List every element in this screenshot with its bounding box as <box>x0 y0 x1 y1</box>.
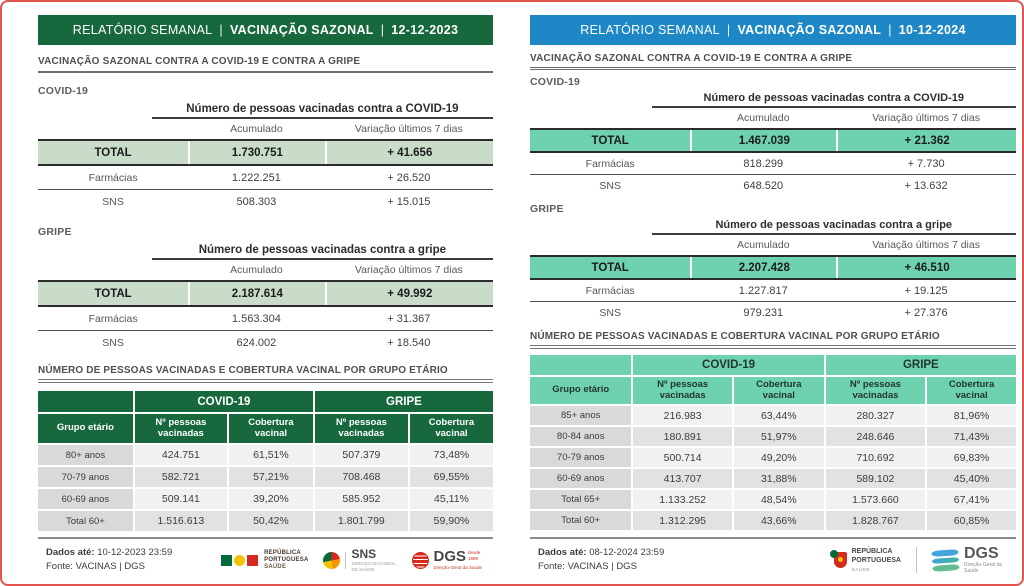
republica-portuguesa-logo <box>221 550 308 572</box>
report-header-bar <box>530 15 1016 45</box>
row-label: Farmácias <box>585 284 635 297</box>
acumulado-value: 1.563.304 <box>231 312 281 325</box>
report-subtitle: VACINAÇÃO SAZONAL CONTRA A COVID-19 E CONTRA A GRIPE <box>530 53 1016 70</box>
summary-row-total <box>38 280 493 307</box>
row-label: SNS <box>102 196 124 208</box>
dgs-subtitle: Direção-Geral da Saúde <box>433 565 483 571</box>
gripe-coverage-value: 45,11% <box>410 489 493 509</box>
row-label: TOTAL <box>591 261 629 274</box>
row-label: SNS <box>599 307 621 319</box>
age-group-label: 60-69 anos <box>530 469 631 488</box>
acumulado-value: 508.303 <box>236 196 277 208</box>
acumulado-value: 648.520 <box>743 180 784 192</box>
variacao-value: + 27.376 <box>904 307 948 319</box>
acumulado-value: 1.467.039 <box>690 130 836 151</box>
gripe-coverage-value: 71,43% <box>927 427 1016 446</box>
row-label: Farmácias <box>585 157 635 170</box>
header-separator: | <box>726 23 731 37</box>
age-coverage-table <box>38 391 493 531</box>
blank-header-cell <box>38 391 133 412</box>
report-type-label: RELATÓRIO SEMANAL <box>72 23 213 37</box>
acumulado-value: 1.222.251 <box>231 171 281 184</box>
acumulado-column-header: Acumulado <box>230 264 283 276</box>
gripe-vaccinated-value: 585.952 <box>315 489 408 509</box>
report-header-bar <box>38 15 493 45</box>
covid-table-title: Número de pessoas vacinadas contra a COVID-19 <box>152 99 493 119</box>
gripe-summary-table <box>530 235 1016 324</box>
summary-row-farmacias <box>530 280 1016 302</box>
age-coverage-section-title: NÚMERO DE PESSOAS VACINADAS E COBERTURA VACINAL POR GRUPO ETÁRIO <box>530 331 1016 349</box>
covid-coverage-value: 63,44% <box>734 406 824 425</box>
gripe-pessoas-column-header: Nº pessoas vacinadas <box>315 414 408 443</box>
report-footer <box>530 537 1016 577</box>
gripe-cobertura-column-header: Cobertura vacinal <box>410 414 493 443</box>
gripe-coverage-value: 67,41% <box>927 490 1016 509</box>
column-header-row <box>38 119 493 139</box>
acumulado-value: 818.299 <box>743 157 784 170</box>
variacao-column-header: Variação últimos 7 dias <box>354 123 463 135</box>
covid-group-header: COVID-19 <box>633 355 823 375</box>
age-coverage-table <box>530 355 1016 530</box>
grupo-etario-column-header: Grupo etário <box>530 377 631 404</box>
covid-vaccinated-value: 1.516.613 <box>135 511 227 531</box>
age-group-label: Total 65+ <box>530 490 631 509</box>
dgs-subtitle: Direção-Geral da Saúde <box>964 562 1003 575</box>
gripe-section-label: GRIPE <box>530 203 564 215</box>
report-date: 12-12-2023 <box>391 23 459 37</box>
footer-info <box>46 546 172 575</box>
covid-coverage-value: 31,88% <box>734 469 824 488</box>
data-until-label: Dados até: <box>538 546 587 558</box>
data-until-value: 10-12-2023 23:59 <box>97 546 173 558</box>
covid-coverage-value: 50,42% <box>229 511 313 531</box>
gripe-table-title: Número de pessoas vacinadas contra a gripe <box>652 217 1017 235</box>
report-subtitle: VACINAÇÃO SAZONAL CONTRA A COVID-19 E CONTRA A GRIPE <box>38 56 493 73</box>
report-date: 10-12-2024 <box>898 23 966 37</box>
covid-cobertura-column-header: Cobertura vacinal <box>229 414 313 443</box>
gripe-coverage-value: 60,85% <box>927 511 1016 530</box>
column-header-row <box>530 235 1016 255</box>
flag-red-square-icon <box>247 555 258 566</box>
dgs-since-label: desde 1899 <box>468 550 481 561</box>
sns-subtitle: SERVIÇO NACIONAL DE SAÚDE <box>351 561 396 572</box>
covid-coverage-value: 48,54% <box>734 490 824 509</box>
summary-row-sns <box>38 190 493 214</box>
gripe-vaccinated-value: 280.327 <box>826 406 925 425</box>
gripe-section-label: GRIPE <box>38 226 72 238</box>
gripe-pessoas-column-header: Nº pessoas vacinadas <box>826 377 925 404</box>
covid-section-label: COVID-19 <box>38 85 89 97</box>
acumulado-column-header: Acumulado <box>737 239 790 251</box>
age-group-label: 70-79 anos <box>530 448 631 467</box>
grupo-etario-column-header: Grupo etário <box>38 414 133 443</box>
covid-summary-table <box>530 108 1016 197</box>
variacao-value: + 21.362 <box>836 130 1016 151</box>
covid-coverage-value: 43,66% <box>734 511 824 530</box>
variacao-value: + 41.656 <box>325 141 493 164</box>
dgs-waves-icon <box>931 549 959 571</box>
acumulado-value: 2.187.614 <box>188 282 325 305</box>
summary-row-sns <box>530 175 1016 197</box>
row-label: TOTAL <box>591 134 629 147</box>
gripe-vaccinated-value: 1.573.660 <box>826 490 925 509</box>
covid-vaccinated-value: 582.721 <box>135 467 227 487</box>
covid-coverage-value: 57,21% <box>229 467 313 487</box>
gripe-vaccinated-value: 589.102 <box>826 469 925 488</box>
logo-divider <box>345 552 346 569</box>
gripe-vaccinated-value: 1.801.799 <box>315 511 408 531</box>
acumulado-column-header: Acumulado <box>737 112 790 124</box>
covid-coverage-value: 39,20% <box>229 489 313 509</box>
covid-pessoas-column-header: Nº pessoas vacinadas <box>135 414 227 443</box>
covid-cobertura-column-header: Cobertura vacinal <box>734 377 824 404</box>
row-label: TOTAL <box>94 146 132 159</box>
covid-vaccinated-value: 216.983 <box>633 406 732 425</box>
sns-circle-icon <box>323 552 340 569</box>
report-footer <box>38 537 493 577</box>
covid-vaccinated-value: 1.312.295 <box>633 511 732 530</box>
age-coverage-section-title: NÚMERO DE PESSOAS VACINADAS E COBERTURA VACINAL POR GRUPO ETÁRIO <box>38 365 493 383</box>
age-group-label: 80+ anos <box>38 445 133 465</box>
acumulado-value: 979.231 <box>743 307 784 319</box>
source-label: Fonte: VACINAS | DGS <box>46 561 145 573</box>
dgs-wordmark: DGS <box>433 548 466 566</box>
gripe-coverage-value: 73,48% <box>410 445 493 465</box>
acumulado-column-header: Acumulado <box>230 123 283 135</box>
variacao-value: + 26.520 <box>387 171 431 184</box>
republica-portuguesa-wordmark: REPÚBLICA PORTUGUESA SAÚDE <box>851 548 901 572</box>
covid-summary-table <box>38 119 493 214</box>
row-label: SNS <box>599 180 621 192</box>
gripe-table-title: Número de pessoas vacinadas contra a gripe <box>152 240 493 260</box>
gripe-summary-table <box>38 260 493 355</box>
row-label: SNS <box>102 337 124 349</box>
covid-vaccinated-value: 180.891 <box>633 427 732 446</box>
dgs-logo <box>412 550 485 570</box>
gripe-vaccinated-value: 248.646 <box>826 427 925 446</box>
variacao-value: + 19.125 <box>904 284 948 297</box>
age-group-label: 85+ anos <box>530 406 631 425</box>
sns-wordmark: SNS <box>351 547 377 562</box>
source-label: Fonte: VACINAS | DGS <box>538 561 637 573</box>
covid-coverage-value: 51,97% <box>734 427 824 446</box>
report-panel-2024 <box>530 15 1016 577</box>
dgs-wordmark: DGS <box>964 544 999 562</box>
summary-row-farmacias <box>38 166 493 190</box>
summary-row-total <box>530 128 1016 153</box>
blank-header-cell <box>530 355 631 375</box>
covid-vaccinated-value: 500.714 <box>633 448 732 467</box>
footer-logos <box>834 546 1012 575</box>
column-header-row <box>38 260 493 280</box>
republica-portuguesa-logo <box>834 548 901 572</box>
gripe-vaccinated-value: 710.692 <box>826 448 925 467</box>
portugal-shield-icon <box>834 552 847 568</box>
variacao-column-header: Variação últimos 7 dias <box>872 112 980 124</box>
covid-group-header: COVID-19 <box>135 391 313 412</box>
report-title: VACINAÇÃO SAZONAL <box>737 23 882 37</box>
dgs-globe-icon <box>412 552 429 569</box>
covid-table-title: Número de pessoas vacinadas contra a COVID-19 <box>652 90 1017 108</box>
variacao-column-header: Variação últimos 7 dias <box>872 239 980 251</box>
gripe-coverage-value: 69,55% <box>410 467 493 487</box>
acumulado-value: 2.207.428 <box>690 257 836 278</box>
summary-row-total <box>38 139 493 166</box>
gripe-group-header: GRIPE <box>315 391 493 412</box>
column-header-row <box>530 108 1016 128</box>
report-title: VACINAÇÃO SAZONAL <box>229 23 374 37</box>
variacao-value: + 18.540 <box>387 337 431 349</box>
acumulado-value: 1.730.751 <box>188 141 325 164</box>
gripe-coverage-value: 69,83% <box>927 448 1016 467</box>
republica-portuguesa-wordmark: REPÚBLICA PORTUGUESA SAÚDE <box>264 549 309 570</box>
gripe-coverage-value: 81,96% <box>927 406 1016 425</box>
variacao-value: + 46.510 <box>836 257 1016 278</box>
acumulado-value: 624.002 <box>236 337 277 349</box>
header-separator: | <box>219 23 223 37</box>
gripe-vaccinated-value: 708.468 <box>315 467 408 487</box>
flag-yellow-circle-icon <box>234 555 245 566</box>
variacao-value: + 13.632 <box>904 180 948 192</box>
variacao-value: + 7.730 <box>907 157 945 170</box>
data-until-label: Dados até: <box>46 546 95 558</box>
variacao-column-header: Variação últimos 7 dias <box>354 264 463 276</box>
report-panel-2023 <box>38 15 493 577</box>
covid-coverage-value: 49,20% <box>734 448 824 467</box>
gripe-vaccinated-value: 507.379 <box>315 445 408 465</box>
header-separator: | <box>888 23 892 37</box>
variacao-value: + 31.367 <box>387 312 431 325</box>
summary-row-sns <box>38 331 493 355</box>
covid-vaccinated-value: 424.751 <box>135 445 227 465</box>
age-group-label: Total 60+ <box>38 511 133 531</box>
footer-info <box>538 546 664 575</box>
age-group-label: Total 60+ <box>530 511 631 530</box>
covid-vaccinated-value: 1.133.252 <box>633 490 732 509</box>
dgs-logo <box>932 546 1008 575</box>
gripe-cobertura-column-header: Cobertura vacinal <box>927 377 1016 404</box>
acumulado-value: 1.227.817 <box>738 284 788 297</box>
row-label: Farmácias <box>88 312 138 325</box>
footer-logos <box>221 548 489 572</box>
summary-row-sns <box>530 302 1016 324</box>
gripe-coverage-value: 59,90% <box>410 511 493 531</box>
gripe-group-header: GRIPE <box>826 355 1016 375</box>
report-type-label: RELATÓRIO SEMANAL <box>580 23 720 37</box>
gripe-vaccinated-value: 1.828.767 <box>826 511 925 530</box>
row-label: TOTAL <box>94 287 132 300</box>
variacao-value: + 49.992 <box>325 282 493 305</box>
covid-vaccinated-value: 509.141 <box>135 489 227 509</box>
summary-row-farmacias <box>530 153 1016 175</box>
summary-row-total <box>530 255 1016 280</box>
covid-coverage-value: 61,51% <box>229 445 313 465</box>
summary-row-farmacias <box>38 307 493 331</box>
covid-vaccinated-value: 413.707 <box>633 469 732 488</box>
gripe-coverage-value: 45,40% <box>927 469 1016 488</box>
data-until-value: 08-12-2024 23:59 <box>589 546 665 558</box>
age-group-label: 80-84 anos <box>530 427 631 446</box>
age-group-label: 60-69 anos <box>38 489 133 509</box>
age-group-label: 70-79 anos <box>38 467 133 487</box>
row-label: Farmácias <box>88 171 138 184</box>
header-separator: | <box>380 23 385 37</box>
logo-divider <box>916 547 917 573</box>
covid-section-label: COVID-19 <box>530 76 581 88</box>
flag-green-square-icon <box>221 555 232 566</box>
sns-logo <box>323 548 397 572</box>
covid-pessoas-column-header: Nº pessoas vacinadas <box>633 377 732 404</box>
variacao-value: + 15.015 <box>387 196 431 208</box>
